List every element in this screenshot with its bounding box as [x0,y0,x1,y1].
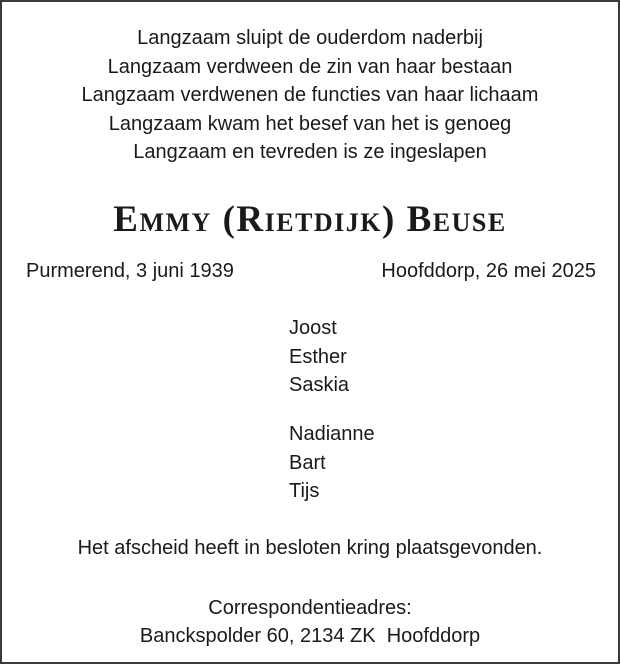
poem-line: Langzaam kwam het besef van het is genoeg [108,112,512,135]
family-member: Saskia [289,374,350,396]
correspondence-address [2,594,618,650]
life-dates [2,260,618,288]
family-group-2 [289,420,375,506]
birth-place-date: Purmerend, 3 juni 1939 [26,260,234,282]
family-member: Joost [289,317,337,339]
family-member: Bart [289,451,326,474]
address-line: Banckspolder 60, 2134 ZK Hoofddorp [139,625,481,647]
poem-line: Langzaam verdwenen de functies van haar lichaam [81,84,539,106]
deceased-name: Emmy (Rietdijk) Beuse [113,199,507,240]
family-member: Tijs [289,480,320,502]
family-member: Nadianne [289,423,375,445]
poem [2,24,618,167]
poem-line: Langzaam en tevreden is ze ingeslapen [133,141,487,163]
farewell-notice: Het afscheid heeft in besloten kring plaatsgevonden. [77,537,543,559]
family-group-1 [289,314,349,400]
poem-line: Langzaam verdween de zin van haar bestaan [107,55,513,78]
family-member: Esther [289,345,347,368]
correspondence-label: Correspondentieadres: [208,597,412,619]
poem-line: Langzaam sluipt de ouderdom naderbij [137,27,483,49]
death-place-date: Hoofddorp, 26 mei 2025 [381,260,596,282]
